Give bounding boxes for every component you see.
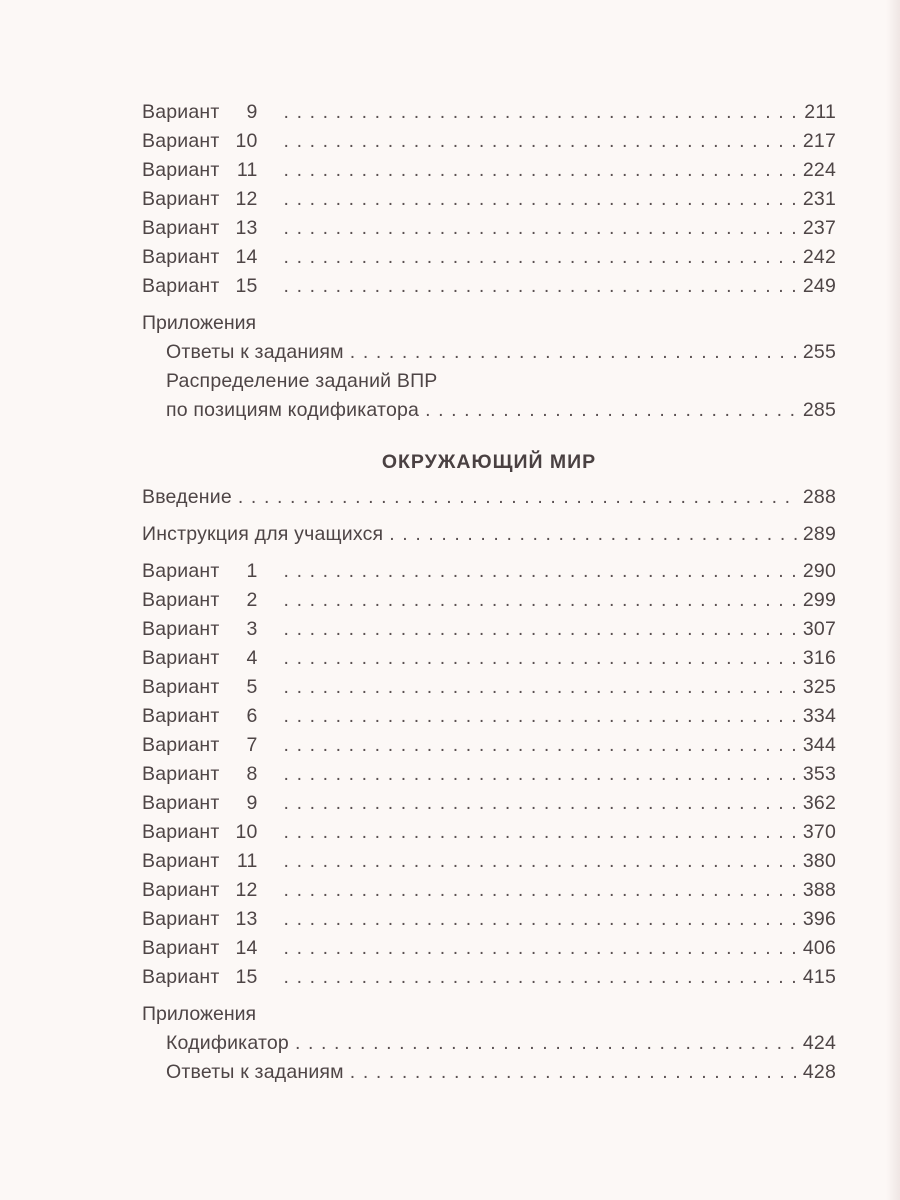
leader-dots [284,673,799,702]
variant-number: 8 [246,763,258,785]
entry-label: Вариант [142,850,220,872]
leader-dots [284,731,799,760]
entry-label: Инструкция для учащихся [142,523,384,545]
page-edge-shadow [886,0,900,1200]
entry-label: Введение [142,486,232,508]
variant-number: 13 [235,908,258,930]
toc-entry[interactable] [142,338,836,367]
entry-label: Вариант [142,130,220,152]
toc-entry[interactable] [142,1029,836,1058]
leader-dots [284,789,799,818]
page-number: 211 [804,101,836,123]
leader-dots [284,818,799,847]
leader-dots [389,520,799,549]
toc-entry[interactable] [142,702,836,731]
entry-label: Вариант [142,618,220,640]
toc-entry[interactable] [142,673,836,702]
toc-entry[interactable] [142,483,836,512]
variant-number: 15 [235,275,258,297]
toc-entry[interactable] [142,127,836,156]
toc-entry[interactable] [142,615,836,644]
toc-entry[interactable] [142,905,836,934]
leader-dots [284,156,799,185]
page-number: 325 [802,676,836,698]
toc-entry[interactable] [142,1058,836,1087]
page-number: 396 [802,908,836,930]
page-number: 289 [802,523,836,545]
entry-label: Вариант [142,560,220,582]
toc-entry[interactable] [142,98,836,127]
toc-entry-line[interactable] [142,367,836,396]
variant-number: 11 [236,850,258,872]
page-number: 428 [802,1061,836,1083]
toc-entry[interactable] [142,185,836,214]
leader-dots [284,963,799,992]
page-number: 353 [802,763,836,785]
page-number: 249 [802,275,836,297]
leader-dots [284,847,799,876]
entry-label: Распределение заданий ВПР [166,370,438,392]
leader-dots [284,934,799,963]
variant-number: 9 [246,101,258,123]
leader-dots [350,338,799,367]
page-number: 316 [802,647,836,669]
entry-label: Вариант [142,188,220,210]
leader-dots [284,127,799,156]
appendix-heading: Приложения [142,1003,257,1025]
toc-entry[interactable] [142,156,836,185]
entry-label: Вариант [142,246,220,268]
leader-dots [284,702,799,731]
variant-number: 6 [246,705,258,727]
page-number: 285 [802,399,836,421]
page-number: 217 [802,130,836,152]
variant-number: 10 [235,130,258,152]
entry-label: Вариант [142,879,220,901]
entry-label: Вариант [142,101,220,123]
table-of-contents [142,98,836,1087]
toc-entry[interactable] [142,243,836,272]
toc-entry[interactable] [142,934,836,963]
entry-label: по позициям кодификатора [166,399,420,421]
toc-entry[interactable] [142,818,836,847]
page-number: 255 [802,341,836,363]
entry-label: Вариант [142,792,220,814]
entry-label: Вариант [142,705,220,727]
leader-dots [425,396,799,425]
entry-label: Кодификатор [166,1032,289,1054]
page-number: 290 [802,560,836,582]
leader-dots [284,98,801,127]
page-number: 224 [802,159,836,181]
toc-entry[interactable] [142,272,836,301]
variant-number: 7 [246,734,258,756]
leader-dots [284,243,799,272]
entry-label: Вариант [142,217,220,239]
page-number: 344 [802,734,836,756]
leader-dots [350,1058,799,1087]
entry-label: Вариант [142,763,220,785]
variant-number: 5 [246,676,258,698]
page-number: 370 [802,821,836,843]
page-number: 288 [802,486,836,508]
variant-number: 13 [235,217,258,239]
toc-entry[interactable] [142,760,836,789]
entry-label: Вариант [142,589,220,611]
leader-dots [284,905,799,934]
toc-entry[interactable] [142,963,836,992]
toc-entry[interactable] [142,557,836,586]
section-title: ОКРУЖАЮЩИЙ МИР [381,451,597,473]
page-number: 406 [802,937,836,959]
page-number: 334 [802,705,836,727]
variant-number: 3 [246,618,258,640]
leader-dots [284,876,799,905]
variant-number: 2 [246,589,258,611]
variant-number: 4 [246,647,258,669]
entry-label: Вариант [142,966,220,988]
variant-number: 14 [235,937,258,959]
leader-dots [284,214,799,243]
leader-dots [284,586,799,615]
entry-label: Вариант [142,647,220,669]
entry-label: Вариант [142,908,220,930]
variant-number: 12 [235,188,258,210]
page-number: 242 [802,246,836,268]
toc-entry[interactable] [142,520,836,549]
toc-entry[interactable] [142,731,836,760]
variant-number: 11 [236,159,258,181]
toc-entry[interactable] [142,789,836,818]
variant-number: 9 [246,792,258,814]
page-number: 424 [802,1032,836,1054]
variant-number: 10 [235,821,258,843]
leader-dots [295,1029,799,1058]
entry-label: Вариант [142,275,220,297]
variant-number: 14 [235,246,258,268]
leader-dots [284,644,799,673]
leader-dots [284,557,799,586]
toc-entry[interactable] [142,214,836,243]
toc-entry[interactable] [142,644,836,673]
page-number: 307 [802,618,836,640]
page-number: 237 [802,217,836,239]
page-number: 388 [802,879,836,901]
appendix-heading: Приложения [142,312,257,334]
leader-dots [284,272,799,301]
page-number: 380 [802,850,836,872]
math-variants-list [142,98,836,301]
leader-dots [238,483,799,512]
world-variants-list [142,557,836,992]
variant-number: 15 [235,966,258,988]
toc-entry[interactable] [142,847,836,876]
entry-label: Вариант [142,159,220,181]
page-number: 231 [802,188,836,210]
leader-dots [284,185,799,214]
page-number: 299 [802,589,836,611]
leader-dots [284,615,799,644]
entry-label: Ответы к заданиям [166,341,344,363]
entry-label: Вариант [142,937,220,959]
toc-entry[interactable] [142,586,836,615]
entry-label: Ответы к заданиям [166,1061,344,1083]
entry-label: Вариант [142,734,220,756]
page-number: 415 [802,966,836,988]
page-number: 362 [802,792,836,814]
variant-number: 12 [235,879,258,901]
variant-number: 1 [246,560,258,582]
toc-entry[interactable] [142,876,836,905]
leader-dots [284,760,799,789]
entry-label: Вариант [142,676,220,698]
toc-entry[interactable] [142,396,836,425]
entry-label: Вариант [142,821,220,843]
